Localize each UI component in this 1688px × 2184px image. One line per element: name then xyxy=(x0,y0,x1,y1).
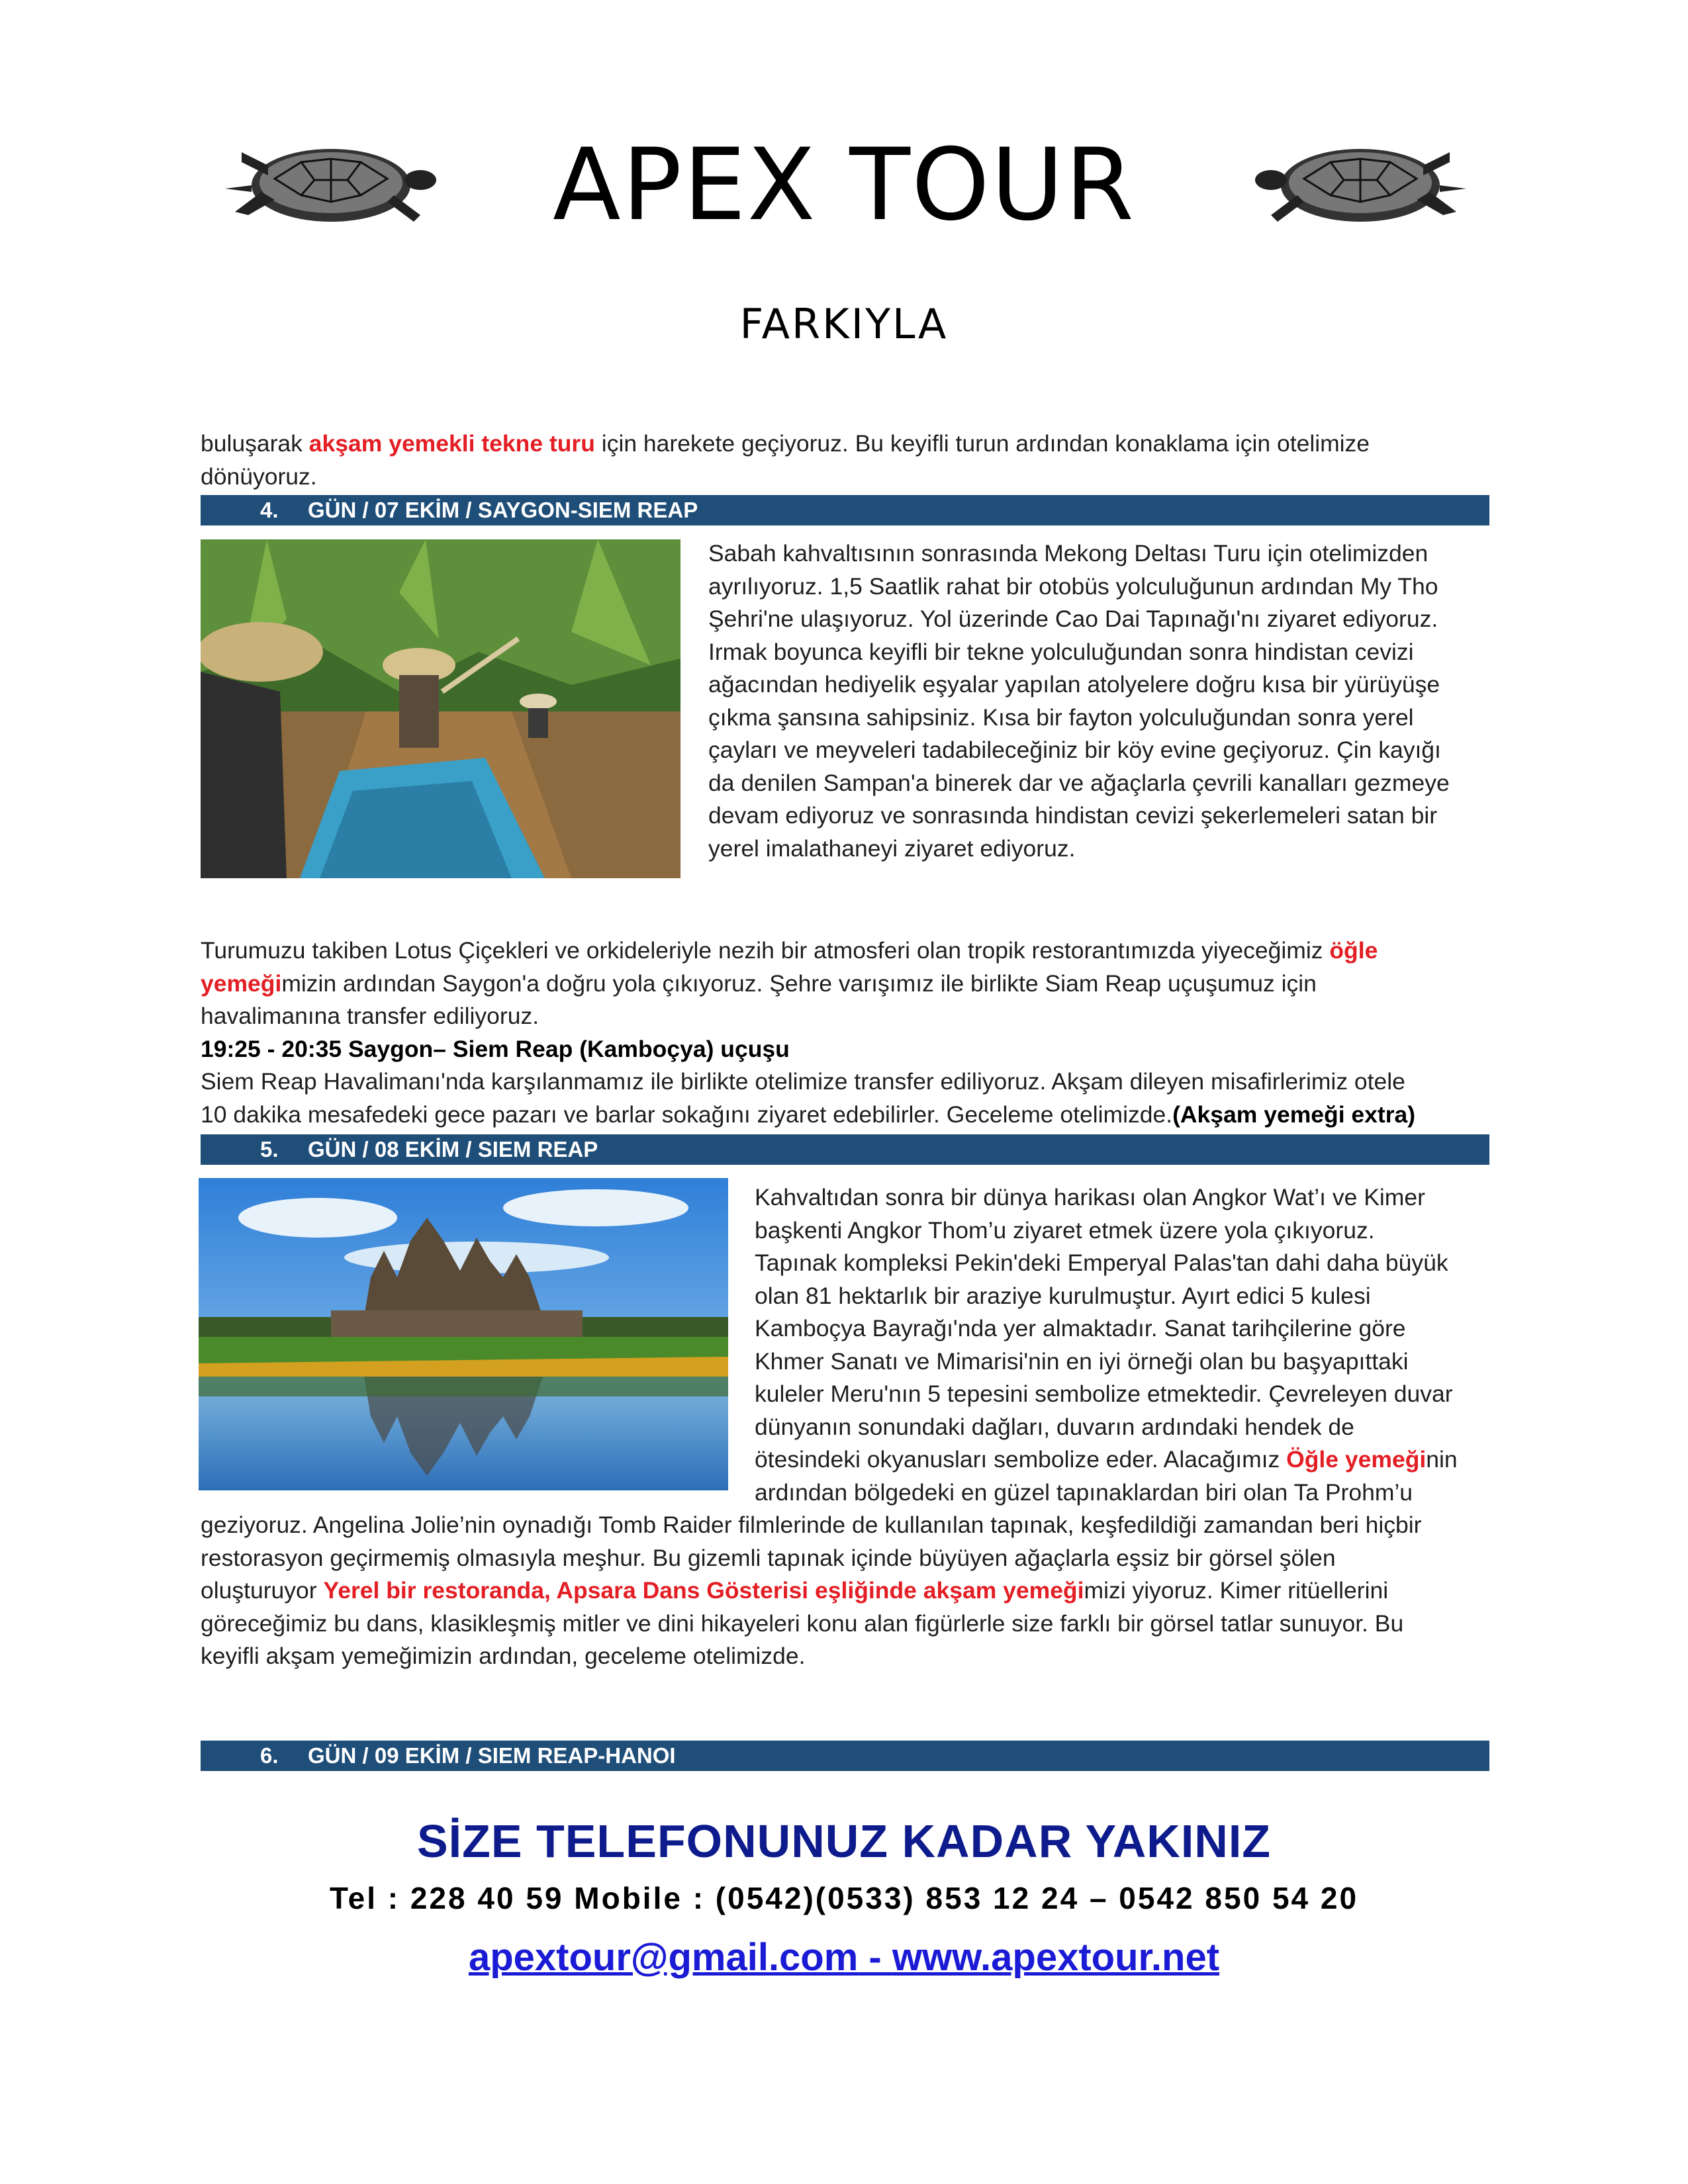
email-link[interactable]: apextour@gmail.com xyxy=(468,1936,859,1979)
day4-description: Sabah kahvaltısının sonrasında Mekong Deltası Turu için otelimizden ayrılıyoruz. 1,5 Saatlik rahat bir otobüs yolculuğunun ardından My Tho Şehri'ne ulaşıyoruz. Yol üzerinde Cao Dai Tapınağı'nı ziyaret ediyoruz. Irmak boyunca keyifli bir tekne yolculuğundan sonra hindistan cevizi ağacından hediyelik eşyalar yapılan atolyelere doğru kısa bir yürüyüşe çıkma şansına sahipsiniz. Kısa bir fayton yolculuğundan sonra yerel çayları ve meyveleri tadabileceğiniz bir köy evine geçiyoruz. Çin kayığı da denilen Sampan'a binerek dar ve ağaçlarla çevrili kanalları gezmeye devam ediyoruz ve sonrasında hindistan cevizi şekerlemeleri satan bir yerel imalathaneyi ziyaret ediyoruz. xyxy=(708,540,1450,862)
footer-slogan: SİZE TELEFONUNUZ KADAR YAKINIZ xyxy=(416,1815,1272,1867)
day4-afternoon-paragraph: Turumuzu takiben Lotus Çiçekleri ve orkideleriyle nezih bir atmosferi olan tropik restorantımızda yiyeceğimiz öğle yemeğimizin ardından Saygon'a doğru yola çıkıyoruz. Şehre varışımız ile birlikte Siam Reap uçuşumuz için havalimanına transfer ediliyoruz. 19:25 - 20:35 Saygon– Siem Reap (Kamboçya) uçuşu Siem Reap Havalimanı'nda karşılanmamız ile birlikte otelimize transfer ediliyoruz. Akşam dileyen misafirlerimiz otele 10 dakika mesafedeki gece pazarı ve barlar sokağını ziyaret edebilirler. Geceleme otelimizde.(Akşam yemeği extra) xyxy=(201,934,1498,1131)
mekong-delta-boat-photo xyxy=(201,539,680,878)
footer-contact-links xyxy=(0,1934,1688,1981)
day5-continued-paragraph: geziyoruz. Angelina Jolie’nin oynadığı Tomb Raider filmlerinde de kullanılan tapınak, keşfedildiği zamandan beri hiçbir restorasyon geçirmemiş olmasıyla meşhur. Bu gizemli tapınak içinde büyüyen ağaçlarla eşsiz bir görsel şölen oluşturuyor Yerel bir restoranda, Apsara Dans Gösterisi eşliğinde akşam yemeğimizi yiyoruz. Kimer ritüellerini göreceğimiz bu dans, klasikleşmiş mitler ve dini hikayeleri konu alan figürlerle size farklı bir görsel tatlar sunuyor. Bu keyifli akşam yemeğimizin ardından, geceleme otelimizde. xyxy=(201,1512,1422,1669)
brand-subtitle: FARKIYLA xyxy=(739,300,949,348)
separator: - xyxy=(858,1936,892,1979)
footer-phone: Tel : 228 40 59 Mobile : (0542)(0533) 853 12 24 – 0542 850 54 20 xyxy=(329,1881,1359,1915)
intro-paragraph: buluşarak akşam yemekli tekne turu için harekete geçiyoruz. Bu keyifli turun ardından konaklama için otelimize dönüyoruz. xyxy=(201,430,1370,490)
angkor-wat-photo xyxy=(199,1178,728,1490)
website-link[interactable]: www.apextour.net xyxy=(892,1936,1220,1979)
day-header-5: 5. GÜN / 08 EKİM / SIEM REAP xyxy=(201,1134,1489,1165)
brand-title: APEX TOUR xyxy=(553,128,1135,243)
day-header-4: 4. GÜN / 07 EKİM / SAYGON-SIEM REAP xyxy=(201,495,1489,525)
day-header-6: 6. GÜN / 09 EKİM / SIEM REAP-HANOI xyxy=(201,1741,1489,1771)
flight-info: 19:25 - 20:35 Saygon– Siem Reap (Kamboçya) uçuşu xyxy=(201,1035,790,1062)
day5-description: Kahvaltıdan sonra bir dünya harikası olan Angkor Wat’ı ve Kimer başkenti Angkor Thom’u ziyaret etmek üzere yola çıkıyoruz. Tapınak kompleksi Pekin'deki Emperyal Palas'tan dahi daha büyük olan 81 hektarlık bir araziye kurulmuştur. Ayırt edici 5 kulesi Kamboçya Bayrağı'nda yer almaktadır. Sanat tarihçilerine göre Khmer Sanatı ve Mimarisi'nin en iyi örneği olan bu başyapıttaki kuleler Meru'nın 5 tepesini sembolize etmektedir. Çevreleyen duvar dünyanın sonundaki dağları, duvarın ardındaki hendek de ötesindeki okyanusları sembolize eder. Alacağımız Öğle yemeğinin ardından bölgedeki en güzel tapınaklardan biri olan Ta Prohm’u xyxy=(755,1184,1458,1506)
